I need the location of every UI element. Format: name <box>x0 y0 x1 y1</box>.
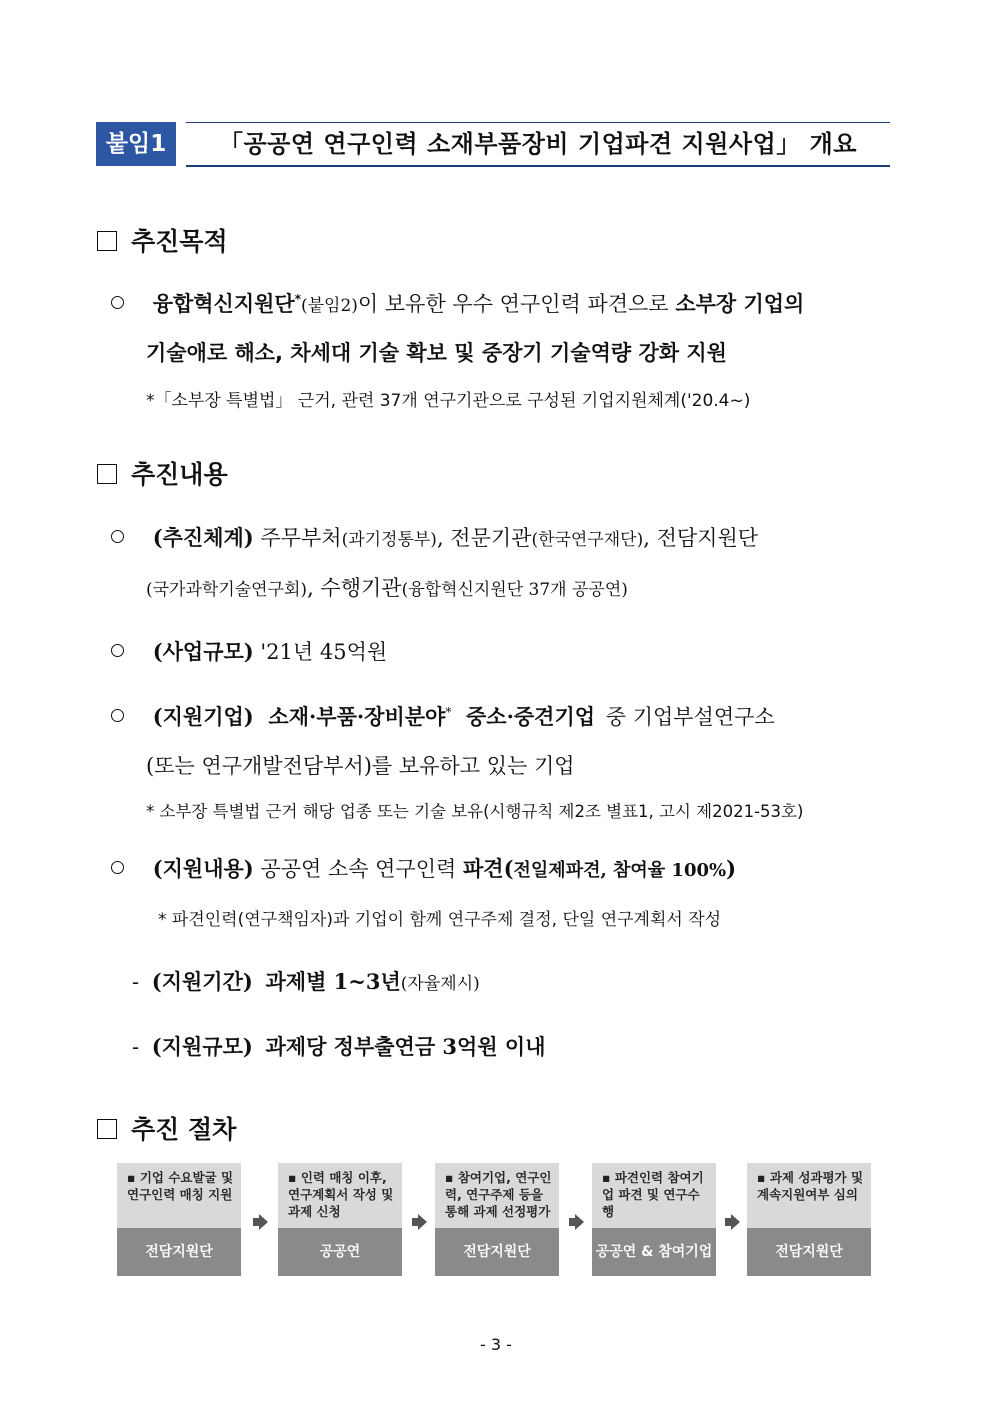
purpose-bullet-line2: 기술애로 해소, 차세대 기술 확보 및 중장기 기술역량 강화 지원 <box>146 341 727 365</box>
attachment-badge: 붙임1 <box>96 122 176 166</box>
checkbox-square-icon <box>97 1119 117 1139</box>
arrow-right-icon <box>259 1214 268 1230</box>
step-description: ▪ 인력 매칭 이후, 연구계획서 작성 및 과제 신청 <box>278 1163 402 1228</box>
page-number: - 3 - <box>480 1335 512 1354</box>
companies-bullet-line2: (또는 연구개발전담부서)를 보유하고 있는 기업 <box>146 754 575 778</box>
step-description: ▪ 파견인력 참여기업 파견 및 연구수행 <box>592 1163 716 1228</box>
bullet-circle-icon <box>111 296 124 309</box>
step-owner: 공공연 <box>278 1228 402 1276</box>
checkbox-square-icon <box>97 231 117 251</box>
purpose-note: *「소부장 특별법」 근거, 관련 37개 연구기관으로 구성된 기업지원체계('20.4~) <box>146 391 751 411</box>
arrow-right-icon <box>418 1214 427 1230</box>
size-line: - (지원규모) 과제당 정부출연금 3억원 이내 <box>132 1034 546 1059</box>
section-heading-content: 추진내용 <box>97 455 228 491</box>
bullet-circle-icon <box>111 709 124 722</box>
process-step-2 <box>278 1163 402 1276</box>
scale-bullet: (사업규모) '21년 45억원 <box>111 636 387 666</box>
process-step-4 <box>592 1163 716 1276</box>
arrow-right-icon <box>731 1214 740 1230</box>
step-owner: 전담지원단 <box>747 1228 871 1276</box>
process-step-5 <box>747 1163 871 1276</box>
step-description: ▪ 기업 수요발굴 및 연구인력 매칭 지원 <box>117 1163 241 1228</box>
bullet-circle-icon <box>111 530 124 543</box>
step-description: ▪ 참여기업, 연구인력, 연구주제 등을 통해 과제 선정평가 <box>435 1163 559 1228</box>
process-step-1 <box>117 1163 241 1276</box>
step-owner: 전담지원단 <box>117 1228 241 1276</box>
arrow-right-icon <box>575 1214 584 1230</box>
purpose-bullet-line1: 융합혁신지원단*(붙임2)이 보유한 우수 연구인력 파견으로 소부장 기업의 <box>111 288 804 318</box>
bullet-circle-icon <box>111 644 124 657</box>
content-bullet: (지원내용) 공공연 소속 연구인력 파견(전일제파견, 참여율 100%) <box>111 853 736 883</box>
period-line: - (지원기간) 과제별 1~3년(자율제시) <box>132 969 480 994</box>
system-bullet-line1: (추진체계) 주무부처(과기정통부), 전문기관(한국연구재단), 전담지원단 <box>111 522 758 552</box>
step-owner: 전담지원단 <box>435 1228 559 1276</box>
system-bullet-line2: (국가과학기술연구회), 수행기관(융합혁신지원단 37개 공공연) <box>146 576 628 600</box>
content-note: * 파견인력(연구책임자)과 기업이 함께 연구주제 결정, 단일 연구계획서 작성 <box>158 910 722 930</box>
companies-bullet-line1: (지원기업) 소재·부품·장비분야* 중소·중견기업 중 기업부설연구소 <box>111 701 775 731</box>
checkbox-square-icon <box>97 464 117 484</box>
bullet-circle-icon <box>111 861 124 874</box>
section-heading-procedure: 추진 절차 <box>97 1110 236 1146</box>
step-description: ▪ 과제 성과평가 및 계속지원여부 심의 <box>747 1163 871 1228</box>
companies-note: * 소부장 특별법 근거 해당 업종 또는 기술 보유(시행규칙 제2조 별표1, 고시 제2021-53호) <box>146 802 804 821</box>
process-step-3 <box>435 1163 559 1276</box>
step-owner: 공공연 & 참여기업 <box>592 1228 716 1276</box>
page-title: 「공공연 연구인력 소재부품장비 기업파견 지원사업」 개요 <box>186 122 890 167</box>
section-heading-purpose: 추진목적 <box>97 222 228 258</box>
